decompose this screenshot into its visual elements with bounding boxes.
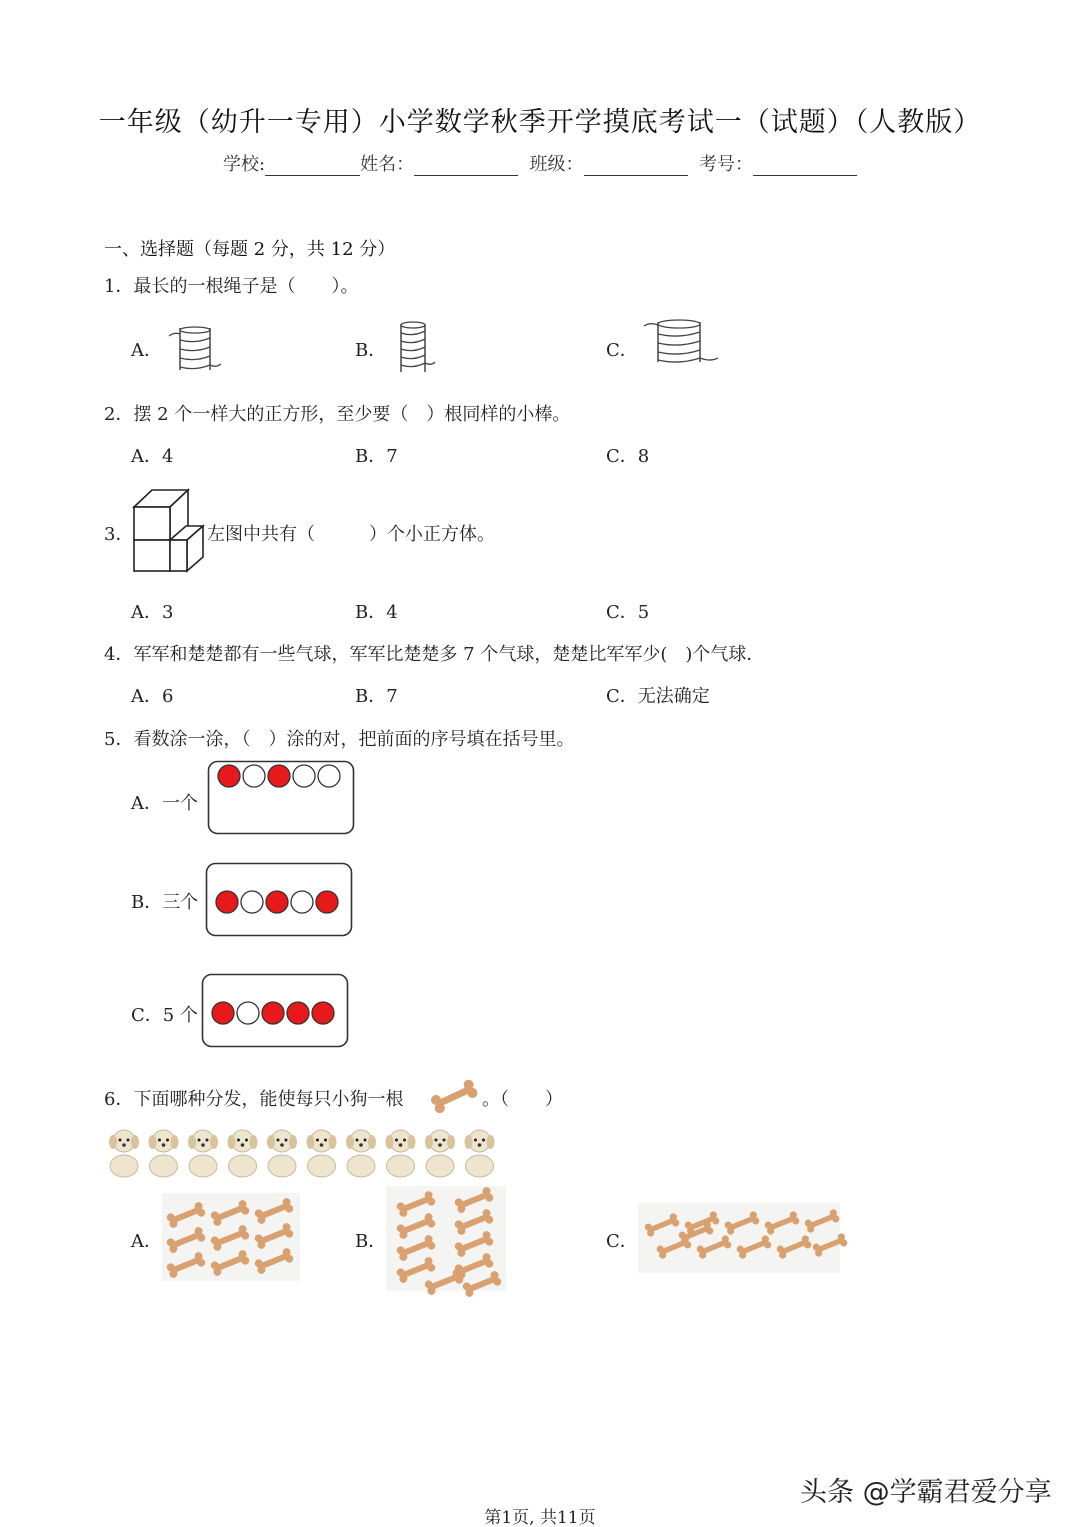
red-ball — [212, 1002, 234, 1024]
red-ball — [262, 1002, 284, 1024]
school-blank — [265, 158, 360, 176]
q1-option-c: C． — [606, 340, 638, 361]
q5-text: 5．看数涂一涂，（ ）涂的对，把前面的序号填在括号里。 — [104, 729, 575, 750]
dog-icon — [228, 1130, 258, 1177]
q1-option-b: B． — [355, 340, 387, 361]
dog-icon — [386, 1130, 416, 1177]
exam-no-label: 考号： — [698, 154, 753, 175]
bone-icon — [427, 1078, 481, 1114]
q5-option-a: A．一个 — [131, 793, 198, 814]
red-ball — [218, 765, 240, 787]
rope-coil-c-image — [640, 316, 720, 368]
dog-icon — [149, 1130, 179, 1177]
q2-option-b: B．7 — [355, 446, 398, 467]
q4-option-a: A．6 — [131, 686, 174, 707]
q6-option-b: B． — [355, 1231, 387, 1252]
q5-option-b: B．三个 — [131, 892, 199, 913]
class-blank — [584, 158, 688, 176]
q4-option-c: C．无法确定 — [606, 686, 710, 707]
student-info-line — [0, 150, 1080, 176]
name-blank — [414, 158, 518, 176]
q6-option-c: C． — [606, 1231, 638, 1252]
empty-ball — [293, 765, 315, 787]
red-ball — [268, 765, 290, 787]
empty-ball — [318, 765, 340, 787]
bones-image-a — [162, 1193, 300, 1281]
empty-ball — [237, 1002, 259, 1024]
q3-number: 3． — [104, 524, 134, 545]
dog-icon — [109, 1130, 139, 1177]
rope-coil-b-image — [389, 318, 439, 376]
q1-option-a: A． — [131, 340, 162, 361]
school-label: 学校: — [223, 154, 266, 175]
red-ball — [312, 1002, 334, 1024]
q5-ball-box-c — [201, 973, 351, 1049]
ball-row-b — [216, 891, 338, 913]
bones-image-c — [638, 1203, 840, 1273]
page-number: 第1页, 共11页 — [484, 1508, 596, 1527]
q5-option-c: C．5 个 — [131, 1005, 198, 1026]
q4-option-b: B．7 — [355, 686, 398, 707]
name-label: 姓名： — [360, 154, 415, 175]
empty-ball — [243, 765, 265, 787]
dog-icon — [465, 1130, 495, 1177]
section-heading: 一、选择题（每题 2 分，共 12 分） — [104, 239, 396, 260]
page-title: 一年级（幼升一专用）小学数学秋季开学摸底考试一（试题）（人教版） — [98, 107, 982, 138]
q6-text-before: 6．下面哪种分发，能使每只小狗一根 — [104, 1089, 404, 1110]
q3-option-c: C．5 — [606, 602, 650, 623]
dog-icon — [267, 1130, 297, 1177]
q3-text: 左图中共有（ ）个小正方体。 — [207, 524, 495, 545]
dog-icon — [425, 1130, 455, 1177]
q2-option-a: A．4 — [131, 446, 174, 467]
q2-option-c: C．8 — [606, 446, 650, 467]
ball-row-a — [218, 765, 340, 787]
dog-icon — [188, 1130, 218, 1177]
watermark-text: 头条 @学霸君爱分享 — [800, 1477, 1052, 1508]
q5-ball-box-a — [207, 760, 357, 836]
exam-no-blank — [753, 158, 857, 176]
q6-option-a: A． — [131, 1231, 162, 1252]
ball-row-c — [212, 1002, 334, 1024]
class-label: 班级： — [529, 154, 584, 175]
dog-icon — [307, 1130, 337, 1177]
bones-image-b — [386, 1186, 506, 1291]
q6-text-after: 。（ ） — [482, 1089, 563, 1110]
q4-text: 4．军军和楚楚都有一些气球，军军比楚楚多 7 个气球，楚楚比军军少( )个气球． — [104, 644, 765, 665]
red-ball — [287, 1002, 309, 1024]
q2-text: 2．摆 2 个一样大的正方形，至少要（ ）根同样的小棒。 — [104, 404, 571, 425]
red-ball — [316, 891, 338, 913]
q1-text: 1．最长的一根绳子是（ ）。 — [104, 276, 359, 297]
red-ball — [216, 891, 238, 913]
cube-stack-image — [131, 487, 207, 573]
q3-option-a: A．3 — [131, 602, 174, 623]
dog-row-image — [104, 1124, 500, 1178]
q5-ball-box-b — [205, 862, 355, 938]
q3-option-b: B．4 — [355, 602, 398, 623]
dog-icon — [346, 1130, 376, 1177]
rope-coil-a-image — [166, 322, 222, 374]
empty-ball — [291, 891, 313, 913]
dogs-group — [109, 1130, 495, 1177]
empty-ball — [241, 891, 263, 913]
red-ball — [266, 891, 288, 913]
